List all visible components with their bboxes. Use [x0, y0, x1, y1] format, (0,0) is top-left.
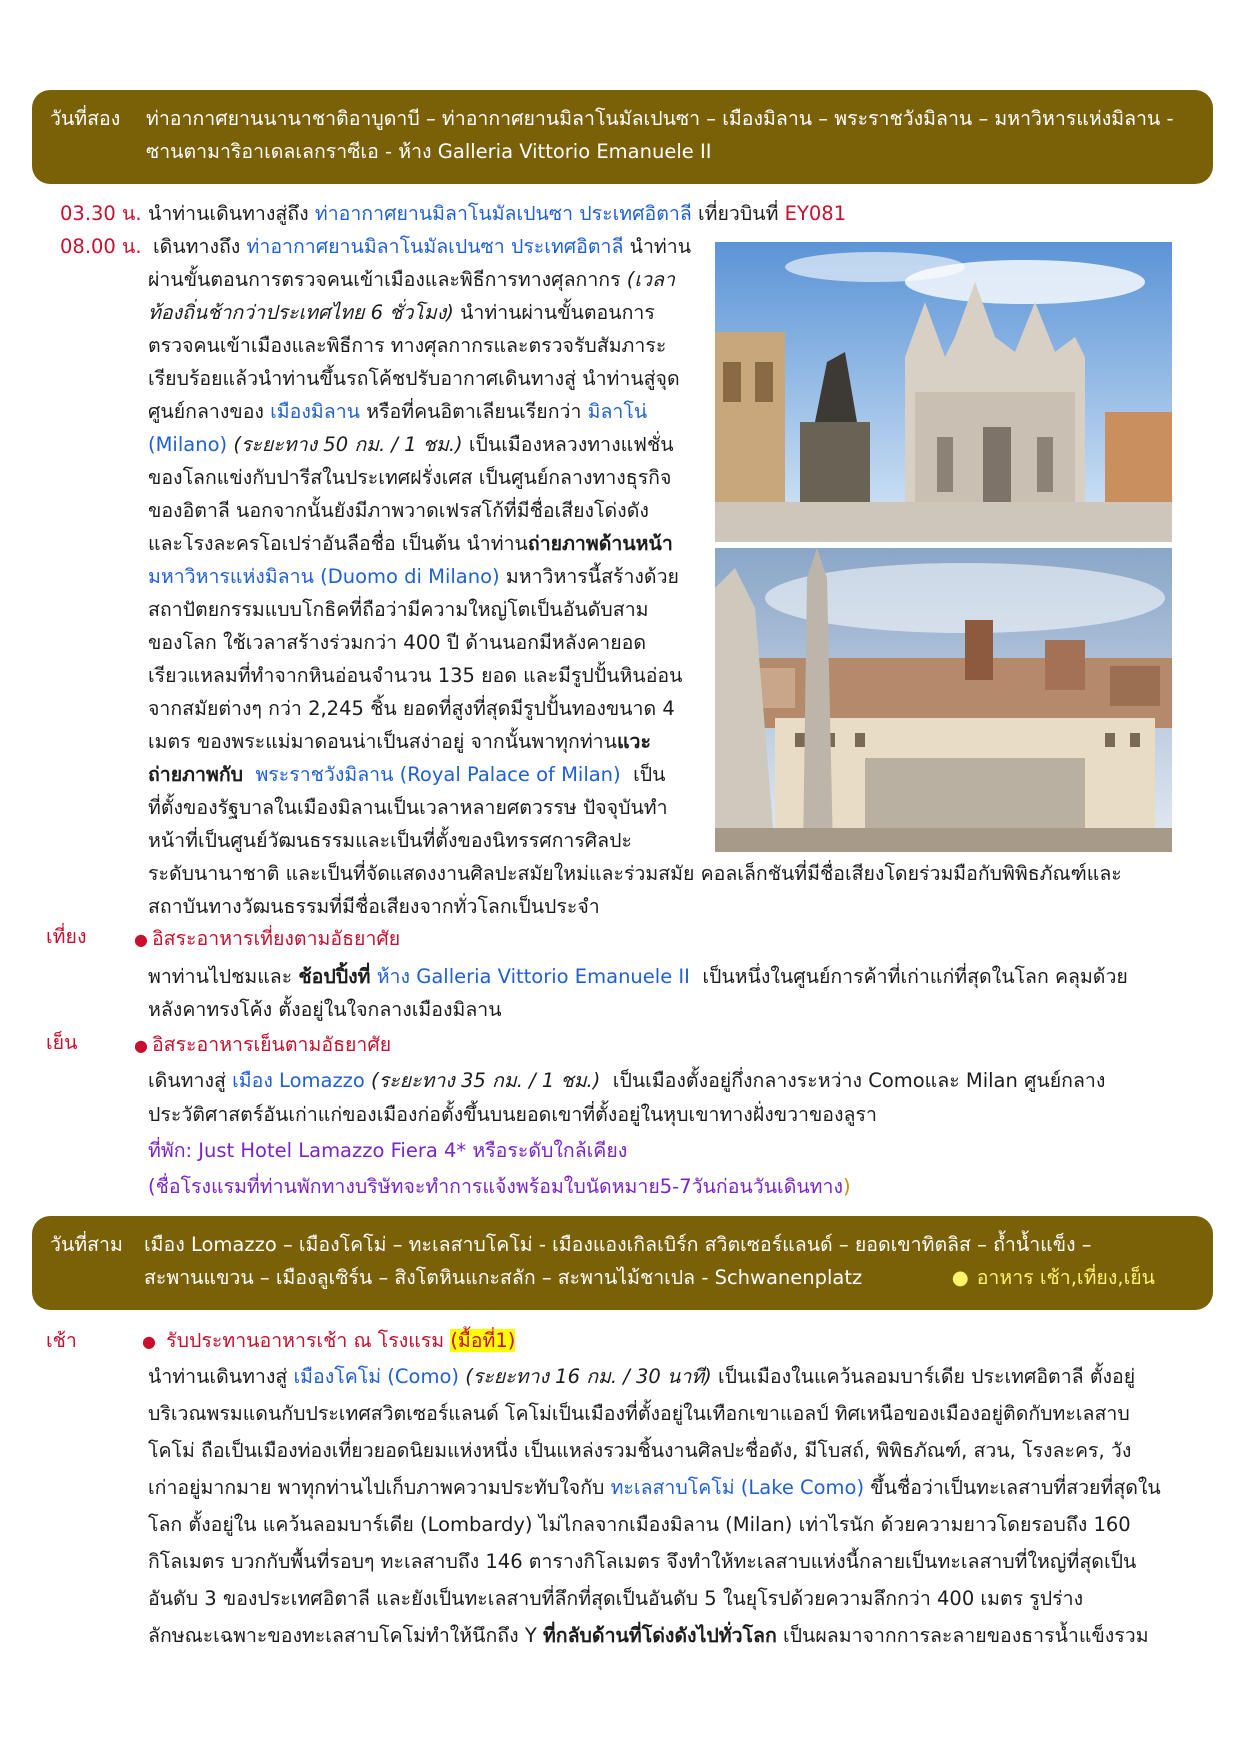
como-line-7: อันดับ 3 ของประเทศอิตาลี และยังเป็นทะเลสาบที่ลึกที่สุดเป็นอันดับ 5 ในยุโรปด้วยความลึกกว่า 400 เมตร รูปร่าง — [148, 1587, 1084, 1610]
day3-meals — [952, 1261, 1155, 1294]
arrive-post-text: นำท่าน — [629, 235, 692, 258]
text-run: นำท่านผ่านขั้นตอนการ — [460, 301, 655, 324]
lunch-label: เที่ยง — [46, 925, 87, 948]
text-run: เป็นเมืองในแคว้นลอมบาร์เดีย ประเทศอิตาลี ตั้งอยู่ — [717, 1365, 1136, 1388]
plate-cutlery-icon: ● — [134, 1036, 148, 1055]
lomazzo-term: เมือง Lomazzo — [232, 1069, 365, 1092]
arrive-line-8: ของโลกแข่งกับปารีสในประเทศฝรั่งเศส เป็นศูนย์กลางทางธุรกิจ — [148, 466, 672, 489]
hotel-info: ที่พัก: Just Hotel Lamazzo Fiera 4* หรือระดับใกล้เคียง — [148, 1139, 628, 1162]
day3-banner — [32, 1216, 1213, 1310]
dinner-meal-text: อิสระอาหารเย็นตามอัธยาศัย — [151, 1033, 392, 1056]
arrive-line-12: สถาปัตยกรรมแบบโกธิคที่ถือว่ามีความใหญ่โตเป็นอันดับสาม — [148, 598, 649, 621]
milano-term: มิลาโน่ — [587, 400, 648, 423]
breakfast-meal-text: รับประทานอาหารเช้า ณ โรงแรม — [166, 1329, 445, 1352]
text-run: (เวลา — [626, 268, 675, 291]
como-line-4 — [148, 1472, 1161, 1503]
lake-como-term: ทะเลสาบโคโม่ (Lake Como) — [610, 1476, 865, 1499]
arrive-line-14: เรียวแหลมที่ทำจากหินอ่อนจำนวน 135 ยอด และมีรูปปั้นหินอ่อน — [148, 664, 683, 687]
text-run: และโรงละครโอเปร่าอันลือชื่อ เป็นต้น นำท่าน — [148, 532, 528, 555]
lunch-line-1 — [148, 961, 1128, 992]
flight-airport: ท่าอากาศยานมิลาโนมัลเปนซา — [314, 202, 574, 225]
text-run: ลักษณะเฉพาะของทะเลสาบโคโม่ทำให้นึกถึง Y — [148, 1624, 537, 1647]
dinner-line-1 — [148, 1065, 1105, 1096]
meal-count-badge: (มื้อที่1) — [450, 1329, 516, 1352]
arrive-time: 08.00 น. — [60, 235, 142, 258]
royal-palace-photo — [715, 548, 1172, 852]
plate-cutlery-icon: ● — [134, 930, 148, 949]
day3-meals-text: อาหาร เช้า,เที่ยง,เย็น — [976, 1266, 1155, 1289]
text-run: พาท่านไปชมและ — [148, 965, 293, 988]
text-run: เก่าอยู่มากมาย พาทุกท่านไปเก็บภาพความประทับใจกับ — [148, 1476, 605, 1499]
como-line-5: โลก ตั้งอยู่ใน แคว้นลอมบาร์เดีย (Lombardy) ไม่ไกลจากเมืองมิลาน (Milan) เท่าไรนัก ด้วยความยาวโดยรอบถึง 160 — [148, 1513, 1131, 1536]
breakfast-label: เช้า — [46, 1329, 77, 1352]
como-line-6: กิโลเมตร บวกกับพื้นที่รอบๆ ทะเลสาบถึง 146 ตารางกิโลเมตร จึงทำให้ทะเลสาบแห่งนี้กลายเป็นทะเลสาบที่ใหญ่ที่สุดเป็น — [148, 1550, 1137, 1573]
bold-text: ที่กลับด้านที่โด่งดังไปทั่วโลก — [542, 1624, 777, 1647]
text-run: เป็นเมืองตั้งอยู่กึ่งกลางระหว่าง Comoและ Milan ศูนย์กลาง — [612, 1069, 1106, 1092]
arrive-line-18: ที่ตั้งของรัฐบาลในเมืองมิลานเป็นเวลาหลายศตวรรษ ปัจจุบันทำ — [148, 796, 668, 819]
bold-text: ถ่ายภาพกับ — [148, 763, 244, 786]
day2-title-line1: ท่าอากาศยานนานาชาติอาบูดาบี – ท่าอากาศยานมิลาโนมัลเปนซา – เมืองมิลาน – พระราชวังมิลาน – มหาวิหารแห่งมิลาน - — [146, 107, 1174, 130]
text-run: มหาวิหารนี้สร้างด้วย — [505, 565, 679, 588]
hotel-note-text: (ชื่อโรงแรมที่ท่านพักทางบริษัทจะทำการแจ้งพร้อมใบนัดหมาย5-7วันก่อนวันเดินทาง — [148, 1175, 844, 1198]
text-run: เดินทางสู่ — [148, 1069, 226, 1092]
distance-text: (ระยะทาง 50 กม. / 1 ชม.) — [233, 433, 463, 456]
arrive-line-16 — [148, 726, 651, 757]
text-run: ผ่านขั้นตอนการตรวจคนเข้าเมืองและพิธีการทางศุลกากร — [148, 268, 621, 291]
text-run: ท้องถิ่นช้ากว่าประเทศไทย 6 ชั่วโมง) — [148, 301, 454, 324]
arrive-line-20: ระดับนานาชาติ และเป็นที่จัดแสดงงานศิลปะสมัยใหม่และร่วมสมัย คอลเล็กชันที่มีชื่อเสียงโดยร่วมมือกับพิพิธภัณฑ์และ — [148, 862, 1122, 885]
text-run: นำท่านเดินทางสู่ — [148, 1365, 288, 1388]
arrive-line-13: ของโลก ใช้เวลาสร้างร่วมกว่า 400 ปี ด้านนอกมีหลังคายอด — [148, 631, 647, 654]
day3-label: วันที่สาม — [50, 1233, 123, 1256]
day3-title-line1: เมือง Lomazzo – เมืองโคโม่ – ทะเลสาบโคโม่ - เมืองแองเกิลเบิร์ก สวิตเซอร์แลนด์ – ยอดเขาทิตลิส – ถ้ำน้ำแข็ง – — [144, 1233, 1092, 1256]
galleria-term: ห้าง Galleria Vittorio Emanuele II — [376, 965, 690, 988]
day2-label: วันที่สอง — [50, 107, 121, 130]
text-run: เป็นหนึ่งในศูนย์การค้าที่เก่าแก่ที่สุดในโลก คลุมด้วย — [702, 965, 1128, 988]
milan-city-link: เมืองมิลาน — [270, 400, 360, 423]
arrive-line-6 — [148, 396, 647, 427]
bold-text: แวะ — [616, 730, 651, 753]
arrive-line-5: เรียบร้อยแล้วนำท่านขึ้นรถโค้ชปรับอากาศเดินทางสู่ นำท่านสู่จุด — [148, 367, 680, 390]
plate-cutlery-icon: ● — [951, 1266, 969, 1289]
duomo-term: มหาวิหารแห่งมิลาน (Duomo di Milano) — [148, 565, 500, 588]
arrive-line-4: ตรวจคนเข้าเมืองและพิธีการ ทางศุลกากรและตรวจรับสัมภาระ — [148, 334, 667, 357]
arrive-line-15: จากสมัยต่างๆ กว่า 2,245 ชิ้น ยอดที่สูงที่สุดมีรูปปั้นทองขนาด 4 — [148, 697, 675, 720]
bold-text: ช้อปปิ้งที่ — [298, 965, 371, 988]
distance-text: (ระยะทาง 16 กม. / 30 นาที) — [465, 1365, 712, 1388]
como-line-2: บริเวณพรมแดนกับประเทศสวิตเซอร์แลนด์ โคโม่เป็นเมืองที่ตั้งอยู่ในเทือกเขาแอลป์ ทิศเหนือของเมืองอยู่ติดกับทะเลสาบ — [148, 1402, 1130, 1425]
text-run: เป็น — [633, 763, 666, 786]
flight-pre-text: นำท่านเดินทางสู่ถึง — [148, 202, 309, 225]
lunch-line-2: หลังคาทรงโค้ง ตั้งอยู่ในใจกลางเมืองมิลาน — [148, 998, 502, 1021]
como-term: เมืองโคโม่ (Como) — [293, 1365, 459, 1388]
text-run: เมตร ของพระแม่มาดอนน่าเป็นสง่าอยู่ จากนั้นพาทุกท่าน — [148, 730, 617, 753]
flight-post-text: เที่ยวบินที่ — [697, 202, 779, 225]
hotel-note — [148, 1171, 851, 1202]
arrive-line-11 — [148, 561, 679, 592]
text-run: หรือที่คนอิตาเลียนเรียกว่า — [366, 400, 582, 423]
text-run: เป็นผลมาจากการละลายของธารน้ำแข็งรวม — [783, 1624, 1149, 1647]
day3-title-line2: สะพานแขวน – เมืองลูเซิร์น – สิงโตหินแกะสลัก – สะพานไม้ชาเปล - Schwanenplatz — [144, 1266, 863, 1289]
dinner-label: เย็น — [46, 1031, 78, 1054]
royal-palace-term: พระราชวังมิลาน (Royal Palace of Milan) — [255, 763, 621, 786]
hotel-note-end: ) — [843, 1175, 851, 1198]
arrive-line-2 — [148, 264, 675, 295]
arrive-line-19: หน้าที่เป็นศูนย์วัฒนธรรมและเป็นที่ตั้งของนิทรรศการศิลปะ — [148, 829, 632, 852]
breakfast-meal — [142, 1325, 515, 1357]
dinner-line-2: ประวัติศาสตร์อันเก่าแก่ของเมืองก่อตั้งขึ้นบนยอดเขาที่ตั้งอยู่ในหุบเขาทางฝั่งขวาของลูรา — [148, 1103, 877, 1126]
duomo-photo — [715, 242, 1172, 542]
duomo-illustration — [715, 242, 1172, 542]
como-line-1 — [148, 1361, 1135, 1392]
flight-line — [148, 198, 846, 229]
text-run: ศูนย์กลางของ — [148, 400, 264, 423]
arrive-country: ประเทศอิตาลี — [510, 235, 624, 258]
arrive-line-1 — [153, 231, 691, 262]
como-line-3: โคโม่ ถือเป็นเมืองท่องเที่ยวยอดนิยมแห่งหนึ่ง เป็นแหล่งรวมชิ้นงานศิลปะชื่อดัง, มีโบสถ์, พิพิธภัณฑ์, สวน, โรงละคร, วัง — [148, 1439, 1132, 1462]
bold-text: ถ่ายภาพด้านหน้า — [527, 532, 673, 555]
flight-time: 03.30 น. — [60, 202, 142, 225]
arrive-line-3 — [148, 297, 655, 328]
flight-code: EY081 — [784, 202, 847, 225]
arrive-pre-text: เดินทางถึง — [153, 235, 241, 258]
day2-banner — [32, 90, 1213, 184]
lunch-meal-text: อิสระอาหารเที่ยงตามอัธยาศัย — [151, 927, 401, 950]
rooftop-illustration — [715, 548, 1172, 852]
text-run: เป็นเมืองหลวงทางแฟชั่น — [468, 433, 674, 456]
arrive-line-21: สถาบันทางวัฒนธรรมที่มีชื่อเสียงจากทั่วโลกเป็นประจำ — [148, 895, 600, 918]
distance-text: (ระยะทาง 35 กม. / 1 ชม.) — [371, 1069, 601, 1092]
day2-title-line2: ซานตามาริอาเดลเลกราซีเอ - ห้าง Galleria Vittorio Emanuele II — [146, 140, 712, 163]
arrive-line-17 — [148, 759, 665, 790]
text-run: ขึ้นชื่อว่าเป็นทะเลสาบที่สวยที่สุดใน — [870, 1476, 1161, 1499]
arrive-line-10 — [148, 528, 673, 559]
arrive-airport: ท่าอากาศยานมิลาโนมัลเปนซา — [246, 235, 505, 258]
lunch-meal — [134, 923, 400, 955]
arrive-line-7 — [148, 429, 674, 460]
milano-term: (Milano) — [148, 433, 228, 456]
flight-country: ประเทศอิตาลี — [579, 202, 692, 225]
plate-cutlery-icon: ● — [142, 1332, 156, 1351]
dinner-meal — [134, 1029, 391, 1061]
arrive-line-9: ของอิตาลี นอกจากนั้นยังมีภาพวาดเฟรสโก้ที่มีชื่อเสียงโด่งดัง — [148, 499, 649, 522]
como-line-8 — [148, 1620, 1149, 1651]
